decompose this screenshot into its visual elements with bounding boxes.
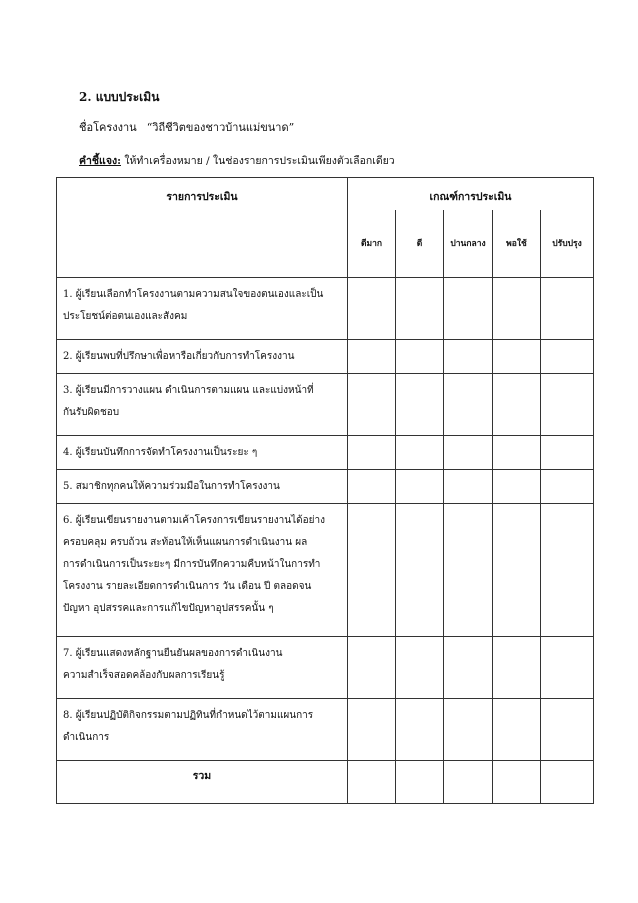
evaluation-item-line: การดำเนินการเป็นระยะๆ มีการบันทึกความคืบหน้าในการทำ bbox=[63, 559, 321, 570]
evaluation-item-line: กันรับผิดชอบ bbox=[63, 407, 120, 418]
evaluation-item-line: 3. ผู้เรียนมีการวางแผน ดำเนินการตามแผน และแบ่งหน้าที่ bbox=[63, 385, 314, 396]
evaluation-item-2 bbox=[57, 340, 348, 374]
header-evaluation-items: รายการประเมิน bbox=[57, 178, 348, 278]
evaluation-item-line: 4. ผู้เรียนบันทึกการจัดทำโครงงานเป็นระยะ ๆ bbox=[63, 447, 258, 458]
rating-fair-cell[interactable] bbox=[444, 637, 493, 699]
evaluation-item-line: ความสำเร็จสอดคล้องกับผลการเรียนรู้ bbox=[63, 670, 225, 681]
rating-good-cell[interactable] bbox=[396, 278, 444, 340]
evaluation-item-line: 8. ผู้เรียนปฏิบัติกิจกรรมตามปฏิทินที่กำหนดไว้ตามแผนการ bbox=[63, 710, 314, 721]
evaluation-item-line: ประโยชน์ต่อตนเองและสังคม bbox=[63, 311, 188, 322]
rating-very-good-cell[interactable] bbox=[348, 374, 396, 436]
evaluation-item-7 bbox=[57, 637, 348, 699]
table-row bbox=[57, 637, 594, 699]
instruction-text: ให้ทำเครื่องหมาย / ในช่องรายการประเมินเพียงตัวเลือกเดียว bbox=[120, 155, 395, 167]
table-row bbox=[57, 436, 594, 470]
evaluation-item-line: ดำเนินการ bbox=[63, 732, 110, 743]
evaluation-item-line: โครงงาน รายละเอียดการดำเนินการ วัน เดือน ปี ตลอดจน bbox=[63, 581, 312, 592]
project-name: “วิถีชีวิตของชาวบ้านแม่ขนาด” bbox=[146, 121, 295, 134]
table-row bbox=[57, 374, 594, 436]
evaluation-item-3 bbox=[57, 374, 348, 436]
evaluation-item-line: ปัญหา อุปสรรคและการแก้ไขปัญหาอุปสรรคนั้น ๆ bbox=[63, 603, 274, 614]
rating-fair-cell[interactable] bbox=[444, 340, 493, 374]
table-row bbox=[57, 278, 594, 340]
rating-good-cell[interactable] bbox=[396, 699, 444, 761]
rating-very-good-total-cell[interactable] bbox=[348, 761, 396, 804]
evaluation-item-5 bbox=[57, 470, 348, 504]
evaluation-item-line: 1. ผู้เรียนเลือกทำโครงงานตามความสนใจของตนเองและเป็น bbox=[63, 289, 324, 300]
evaluation-table bbox=[56, 177, 594, 804]
project-line bbox=[79, 118, 294, 136]
rating-good-cell[interactable] bbox=[396, 504, 444, 637]
rating-improve-cell[interactable] bbox=[541, 637, 594, 699]
evaluation-item-6 bbox=[57, 504, 348, 637]
rating-fair-total-cell[interactable] bbox=[444, 761, 493, 804]
rating-passable-cell[interactable] bbox=[493, 278, 541, 340]
rating-improve-cell[interactable] bbox=[541, 340, 594, 374]
rating-passable-cell[interactable] bbox=[493, 504, 541, 637]
rating-improve-cell[interactable] bbox=[541, 374, 594, 436]
rating-good-cell[interactable] bbox=[396, 436, 444, 470]
rating-very-good-cell[interactable] bbox=[348, 504, 396, 637]
rating-improve-total-cell[interactable] bbox=[541, 761, 594, 804]
rating-good-total-cell[interactable] bbox=[396, 761, 444, 804]
table-row bbox=[57, 699, 594, 761]
rating-good-header: ดี bbox=[396, 210, 444, 278]
rating-very-good-cell[interactable] bbox=[348, 340, 396, 374]
rating-very-good-header: ดีมาก bbox=[348, 210, 396, 278]
rating-fair-cell[interactable] bbox=[444, 470, 493, 504]
header-criteria: เกณฑ์การประเมิน bbox=[348, 178, 594, 210]
rating-good-cell[interactable] bbox=[396, 470, 444, 504]
rating-fair-cell[interactable] bbox=[444, 278, 493, 340]
rating-good-cell[interactable] bbox=[396, 637, 444, 699]
rating-fair-cell[interactable] bbox=[444, 504, 493, 637]
rating-very-good-cell[interactable] bbox=[348, 278, 396, 340]
rating-improve-cell[interactable] bbox=[541, 278, 594, 340]
rating-good-cell[interactable] bbox=[396, 374, 444, 436]
rating-improve-cell[interactable] bbox=[541, 504, 594, 637]
rating-passable-cell[interactable] bbox=[493, 374, 541, 436]
rating-very-good-cell[interactable] bbox=[348, 637, 396, 699]
instruction-label: คำชี้แจง: bbox=[79, 155, 121, 167]
evaluation-item-line: 5. สมาชิกทุกคนให้ความร่วมมือในการทำโครงงาน bbox=[63, 481, 280, 492]
table-row bbox=[57, 504, 594, 637]
table-row bbox=[57, 470, 594, 504]
rating-passable-cell[interactable] bbox=[493, 470, 541, 504]
evaluation-item-line: 7. ผู้เรียนแสดงหลักฐานยืนยันผลของการดำเนินงาน bbox=[63, 648, 283, 659]
project-label: ชื่อโครงงาน bbox=[79, 121, 137, 134]
rating-fair-header: ปานกลาง bbox=[444, 210, 493, 278]
rating-passable-cell[interactable] bbox=[493, 436, 541, 470]
evaluation-item-line: ครอบคลุม ครบถ้วน สะท้อนให้เห็นแผนการดำเนินงาน ผล bbox=[63, 537, 308, 548]
rating-fair-cell[interactable] bbox=[444, 436, 493, 470]
total-label: รวม bbox=[57, 761, 348, 804]
evaluation-item-8 bbox=[57, 699, 348, 761]
total-row bbox=[57, 761, 594, 804]
rating-very-good-cell[interactable] bbox=[348, 436, 396, 470]
evaluation-item-line: 2. ผู้เรียนพบที่ปรึกษาเพื่อหารือเกี่ยวกับการทำโครงงาน bbox=[63, 351, 295, 362]
rating-passable-cell[interactable] bbox=[493, 340, 541, 374]
rating-improve-cell[interactable] bbox=[541, 436, 594, 470]
rating-improve-cell[interactable] bbox=[541, 470, 594, 504]
rating-fair-cell[interactable] bbox=[444, 374, 493, 436]
section-heading: 2. แบบประเมิน bbox=[79, 90, 160, 104]
rating-passable-header: พอใช้ bbox=[493, 210, 541, 278]
rating-improve-header: ปรับปรุง bbox=[541, 210, 594, 278]
rating-very-good-cell[interactable] bbox=[348, 470, 396, 504]
rating-passable-cell[interactable] bbox=[493, 637, 541, 699]
rating-good-cell[interactable] bbox=[396, 340, 444, 374]
evaluation-item-line: 6. ผู้เรียนเขียนรายงานตามเค้าโครงการเขียนรายงานได้อย่าง bbox=[63, 515, 325, 526]
rating-very-good-cell[interactable] bbox=[348, 699, 396, 761]
evaluation-item-1 bbox=[57, 278, 348, 340]
table-row bbox=[57, 340, 594, 374]
rating-passable-total-cell[interactable] bbox=[493, 761, 541, 804]
rating-fair-cell[interactable] bbox=[444, 699, 493, 761]
instruction-line bbox=[79, 152, 395, 169]
rating-passable-cell[interactable] bbox=[493, 699, 541, 761]
evaluation-item-4 bbox=[57, 436, 348, 470]
rating-improve-cell[interactable] bbox=[541, 699, 594, 761]
